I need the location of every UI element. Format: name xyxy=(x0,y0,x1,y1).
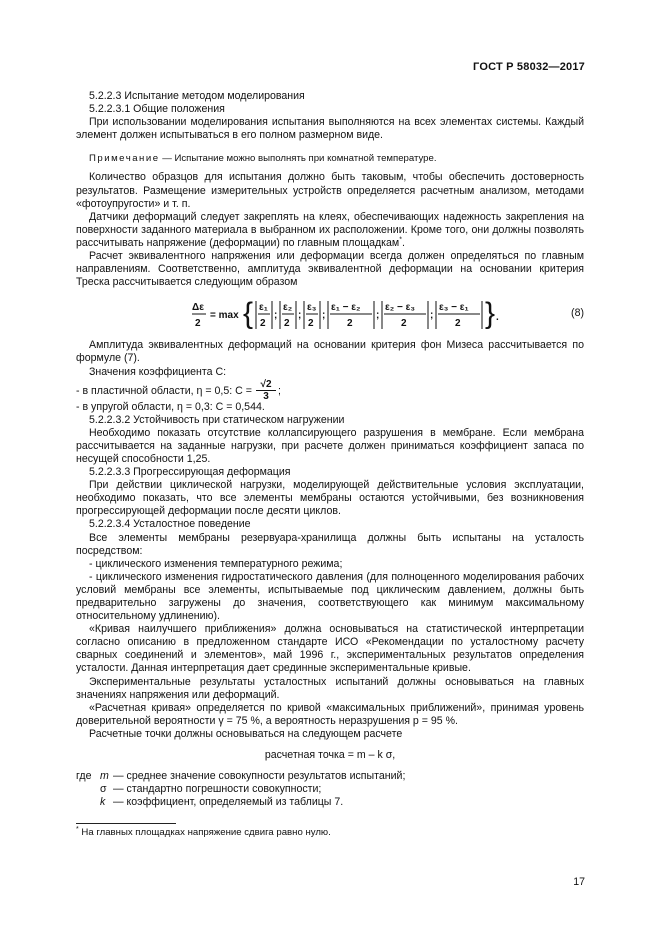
legend-prefix: где xyxy=(76,770,92,783)
list-item: - циклического изменения температурного режима; xyxy=(89,557,343,570)
svg-text:2: 2 xyxy=(347,318,353,330)
coefficient-end: ; xyxy=(278,384,281,397)
svg-text:2: 2 xyxy=(401,318,407,330)
svg-text:;: ; xyxy=(322,310,326,322)
legend-text: — среднее значение совокупности результатов испытаний; xyxy=(113,770,406,783)
svg-text:ε₃ − ε₁: ε₃ − ε₁ xyxy=(439,302,469,314)
subsection-heading: 5.2.2.3.2 Устойчивость при статическом нагружении xyxy=(89,413,345,426)
paragraph: Амплитуда эквивалентных деформаций на основании критерия фон Мизеса рассчитывается по формуле (7). xyxy=(76,339,584,365)
coefficient-text: - в пластичной области, η = 0,5: C = xyxy=(76,384,252,397)
legend-text: — коэффициент, определяемый из таблицы 7. xyxy=(113,796,344,809)
standard-header: ГОСТ Р 58032—2017 xyxy=(473,61,585,73)
svg-text:2: 2 xyxy=(308,318,314,330)
section-heading: 5.2.2.3 Испытание методом моделирования xyxy=(89,90,305,102)
paragraph-text: Датчики деформаций следует закреплять на клеях, обеспечивающих надежность закрепления на поверхности заданного материала в выбранном их расположении. Кроме того, они должны позволять рассчитывать напряжение (деформации) по главным площадкам xyxy=(76,210,584,249)
note xyxy=(76,152,584,165)
svg-text:= max: = max xyxy=(210,310,239,322)
svg-text:2: 2 xyxy=(284,318,290,330)
note-label: Примечание xyxy=(89,153,160,165)
paragraph: Расчет эквивалентного напряжения или деформации всегда должен определяться по главным направлениям. Соответственно, амплитуда эквивалентной деформации на основании критерия Треска рассчитывается следующим образом xyxy=(76,250,584,289)
svg-text:;: ; xyxy=(274,310,278,322)
fraction xyxy=(256,379,276,402)
svg-text:2: 2 xyxy=(455,318,461,330)
coefficient-elastic: - в упругой области, η = 0,3: C = 0,544. xyxy=(76,400,265,413)
footnote xyxy=(76,827,331,838)
svg-text:2: 2 xyxy=(195,318,201,330)
svg-text:ε₁ − ε₂: ε₁ − ε₂ xyxy=(331,302,361,314)
paragraph: Количество образцов для испытания должно быть таковым, чтобы обеспечить достоверность результатов. Размещение измерительных устройств определяется расчетным анализом, методами «фотоупругости» и т. п. xyxy=(76,171,584,210)
footnote-mark: * xyxy=(76,825,79,833)
subsection-heading: 5.2.2.3.4 Усталостное поведение xyxy=(89,518,251,531)
paragraph-end: . xyxy=(401,236,405,249)
paragraph: «Расчетная кривая» определяется по кривой «максимальных приближений», принимая уровень доверительной вероятности γ = 75 %, а вероятность неразрушения p = 95 %. xyxy=(76,701,584,727)
svg-text:;: ; xyxy=(298,310,302,322)
svg-text:ε₃: ε₃ xyxy=(307,302,317,314)
footnote-text: На главных площадках напряжение сдвига равно нулю. xyxy=(78,827,331,838)
subsection-heading: 5.2.2.3.3 Прогрессирующая деформация xyxy=(89,466,291,479)
svg-text:;: ; xyxy=(430,310,434,322)
legend-line xyxy=(76,770,584,783)
footnote-mark: * xyxy=(399,236,402,244)
coefficient-plastic xyxy=(76,379,584,401)
svg-text:ε₂: ε₂ xyxy=(283,302,293,314)
calc-formula: расчетная точка = m – k σ, xyxy=(264,749,396,762)
legend-symbol: σ xyxy=(100,783,107,796)
note-text: — Испытание можно выполнять при комнатной температуре. xyxy=(159,153,437,165)
svg-text:{: { xyxy=(243,297,254,331)
svg-text:}: } xyxy=(485,297,496,331)
legend-symbol: m xyxy=(100,770,109,783)
svg-text:2: 2 xyxy=(260,318,266,330)
paragraph: Значения коэффициента C: xyxy=(89,365,227,378)
svg-text:ε₂ − ε₃: ε₂ − ε₃ xyxy=(385,302,415,314)
paragraph xyxy=(76,211,584,250)
svg-text:.: . xyxy=(496,312,499,324)
paragraph: Экспериментальные результаты усталостных испытаний должны основываться на главных значениях напряжения или деформаций. xyxy=(76,675,584,701)
paragraph: Необходимо показать отсутствие коллапсирующего разрушения в мембране. Если мембрана рассчитывается на заданные нагрузки, при расчете должен приниматься коэффициент запаса по несущей способности 1,25. xyxy=(76,426,584,465)
fraction-numerator: √2 xyxy=(256,379,276,391)
paragraph: Расчетные точки должны основываться на следующем расчете xyxy=(89,727,403,740)
page-body xyxy=(76,90,584,809)
paragraph: При действии циклической нагрузки, моделирующей действительные условия эксплуатации, необходимо показать, что все элементы мембраны остаются устойчивыми, без возникновения прогрессирующей деформации после десяти циклов. xyxy=(76,479,584,518)
svg-text:;: ; xyxy=(376,310,380,322)
paragraph: При использовании моделирования испытания выполняются на всех элементах системы. Каждый элемент должен испытываться в его полном размерном виде. xyxy=(76,116,584,142)
svg-text:ε₁: ε₁ xyxy=(259,302,268,314)
tresca-formula xyxy=(192,295,522,335)
fraction-denominator: 3 xyxy=(263,390,269,402)
formula-number: (8) xyxy=(571,307,584,320)
paragraph: «Кривая наилучшего приближения» должна основываться на статистической интерпретации согласно описанию в предложенном стандарте ИСО «Рекомендации по усталостному расчету сварных соединений и элементов», май 1996 г., экспериментальных результатов определения усталости. Данная интерпретация дает срединные экспериментальные кривые. xyxy=(76,623,584,675)
formula-row xyxy=(76,293,584,335)
subsection-heading: 5.2.2.3.1 Общие положения xyxy=(89,103,225,116)
list-item: - циклического изменения гидростатического давления (для полноценного моделирования рабочих условий мембраны все элементы, испытываемые под циклическим давлением, должны быть предварительно загружены до значения, соответствующего как минимум максимальному относительному удлинению). xyxy=(76,570,584,623)
svg-text:Δε: Δε xyxy=(192,302,204,314)
footnote-divider xyxy=(76,823,176,824)
legend-line xyxy=(76,783,584,796)
legend-text: — стандартно погрешности совокупности; xyxy=(113,783,322,796)
paragraph: Все элементы мембраны резервуара-хранилища должны быть испытаны на усталость посредством: xyxy=(76,531,584,557)
legend-symbol: k xyxy=(100,796,106,809)
legend-line xyxy=(76,796,584,809)
page-number: 17 xyxy=(573,876,585,888)
